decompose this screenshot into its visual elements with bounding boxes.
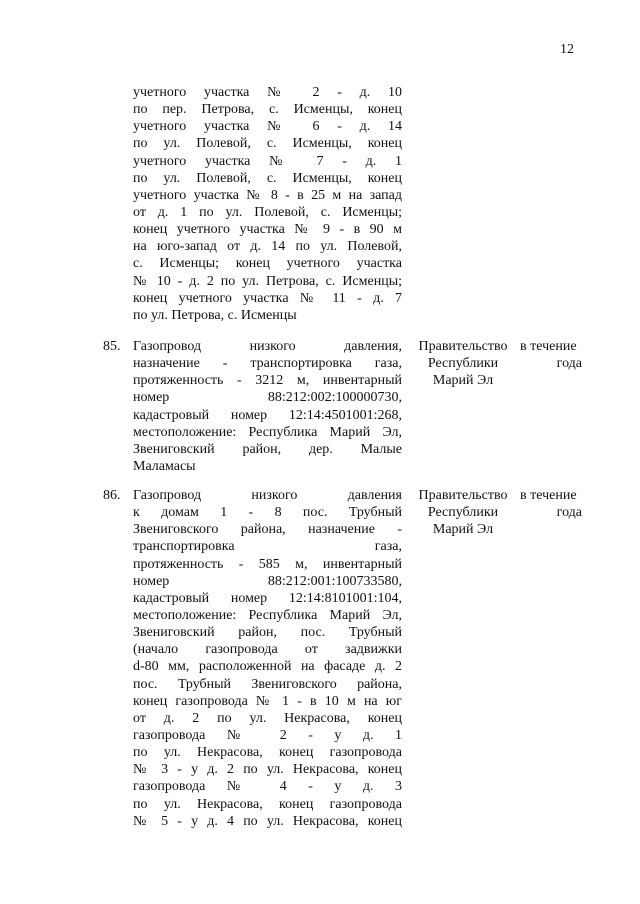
description-line: к домам 1 - 8 пос. Трубный (133, 505, 402, 521)
description-line: от д. 2 по ул. Некрасова, конец (133, 710, 402, 726)
description-line: Звениговского района, назначение - (133, 522, 402, 538)
description-line: по ул. Полевой, с. Исменцы, конец (133, 170, 402, 186)
page-number: 12 (560, 42, 574, 57)
description-line: Звениговский район, дер. Малые (133, 441, 402, 457)
term (520, 487, 582, 521)
description-line: по ул. Петрова, с. Исменцы (133, 307, 297, 323)
description-line: местоположение: Республика Марий Эл, (133, 424, 402, 440)
description-line: Газопровод низкого давления, (133, 339, 402, 354)
description-line: d-80 мм, расположенной на фасаде д. 2 (133, 659, 402, 675)
organization-line: Правительство (418, 339, 508, 354)
description-line: № 3 - у д. 2 по ул. Некрасова, конец (133, 762, 402, 778)
row-number: 86. (103, 488, 121, 503)
description-line: по ул. Некрасова, конец газопровода (133, 745, 402, 761)
term-line: в течение (520, 488, 577, 503)
description-line: по пер. Петрова, с. Исменцы, конец (133, 102, 402, 118)
description-line: протяженность - 3212 м, инвентарный (133, 373, 402, 389)
term-line: в течение (520, 339, 577, 354)
description-line: Звениговский район, пос. Трубный (133, 625, 402, 641)
description-line: № 5 - у д. 4 по ул. Некрасова, конец (133, 813, 402, 829)
description-line: кадастровый номер 12:14:8101001:104, (133, 590, 402, 606)
description-line: конец учетного участка № 11 - д. 7 (133, 290, 402, 306)
organization-line: Марий Эл (432, 522, 494, 537)
description-line: номер 88:212:001:100733580, (133, 573, 402, 589)
description-line: назначение - транспортировка газа, (133, 356, 402, 372)
description-line: учетного участка № 8 - в 25 м на запад (133, 187, 402, 203)
term-line: года (556, 356, 582, 371)
description-line: пос. Трубный Звениговского района, (133, 676, 402, 692)
term-line: года (556, 505, 582, 520)
description-line: по ул. Некрасова, конец газопровода (133, 796, 402, 812)
term (520, 338, 582, 372)
organization-line: Республики (427, 505, 499, 520)
organization-line: Республики (427, 356, 499, 371)
row-description (133, 338, 402, 475)
row-number: 85. (103, 339, 121, 354)
organization-line: Марий Эл (432, 373, 494, 388)
description-line: конец газопровода № 1 - в 10 м на юг (133, 693, 402, 709)
responsible-organization (413, 487, 513, 538)
responsible-organization (413, 338, 513, 389)
description-line: конец учетного участка № 9 - в 90 м (133, 222, 402, 238)
description-line: газопровода № 2 - у д. 1 (133, 727, 402, 743)
organization-line: Правительство (418, 488, 508, 503)
description-line: транспортировка газа, (133, 539, 402, 555)
description-line: на юго-запад от д. 14 по ул. Полевой, (133, 239, 402, 255)
description-line: учетного участка № 7 - д. 1 (133, 153, 402, 169)
description-line: кадастровый номер 12:14:4501001:268, (133, 407, 402, 423)
row-description (133, 487, 402, 830)
description-line: Газопровод низкого давления (133, 488, 402, 503)
description-line: № 10 - д. 2 по ул. Петрова, с. Исменцы; (133, 273, 402, 289)
description-line: по ул. Полевой, с. Исменцы, конец (133, 136, 402, 152)
description-line: с. Исменцы; конец учетного участка (133, 256, 402, 272)
description-line: учетного участка № 2 - д. 10 (133, 85, 402, 100)
description-line: (начало газопровода от задвижки (133, 642, 402, 658)
description-line: учетного участка № 6 - д. 14 (133, 119, 402, 135)
description-line: протяженность - 585 м, инвентарный (133, 556, 402, 572)
description-line: номер 88:212:002:100000730, (133, 390, 402, 406)
description-line: газопровода № 4 - у д. 3 (133, 779, 402, 795)
description-line: местоположение: Республика Марий Эл, (133, 607, 402, 623)
description-line: от д. 1 по ул. Полевой, с. Исменцы; (133, 204, 402, 220)
description-line: Маламасы (133, 458, 196, 474)
continuation-description (133, 84, 402, 324)
